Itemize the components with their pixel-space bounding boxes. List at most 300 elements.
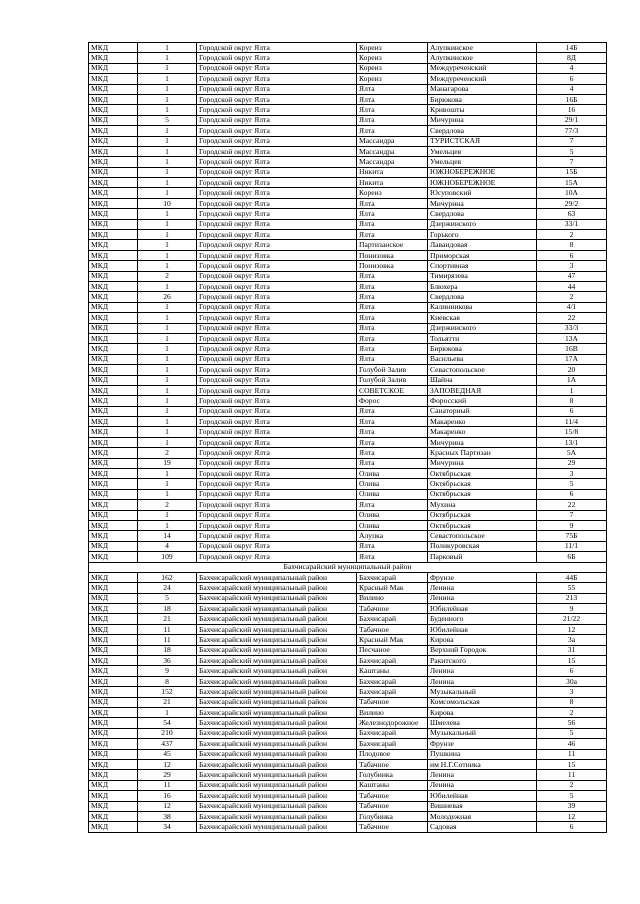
count-cell: 1 (138, 510, 197, 520)
district-cell: Городской округ Ялта (197, 375, 357, 385)
house-number-cell: 12 (537, 811, 607, 821)
table-row (89, 614, 607, 624)
object-type-cell: МКД (89, 126, 138, 136)
count-cell: 1 (138, 323, 197, 333)
locality-cell: Ялта (357, 94, 428, 104)
object-type-cell: МКД (89, 219, 138, 229)
locality-cell: Кореиз (357, 74, 428, 84)
locality-cell: Форос (357, 396, 428, 406)
district-cell: Бахчисарайский муниципальный район (197, 687, 357, 697)
object-type-cell: МКД (89, 94, 138, 104)
object-type-cell: МКД (89, 53, 138, 63)
object-type-cell: МКД (89, 645, 138, 655)
street-cell: Форосский (428, 396, 537, 406)
street-cell: Киевская (428, 313, 537, 323)
object-type-cell: МКД (89, 136, 138, 146)
locality-cell: Массандра (357, 136, 428, 146)
locality-cell: Ялта (357, 552, 428, 562)
house-number-cell: 33/3 (537, 323, 607, 333)
house-number-cell: 15А (537, 178, 607, 188)
object-type-cell: МКД (89, 115, 138, 125)
locality-cell: Ялта (357, 406, 428, 416)
street-cell: Севастопольское (428, 365, 537, 375)
locality-cell: Кореиз (357, 63, 428, 73)
house-number-cell: 2 (537, 708, 607, 718)
object-type-cell: МКД (89, 676, 138, 686)
count-cell: 29 (138, 770, 197, 780)
district-cell: Бахчисарайский муниципальный район (197, 811, 357, 821)
count-cell: 1 (138, 63, 197, 73)
district-cell: Бахчисарайский муниципальный район (197, 604, 357, 614)
street-cell: Октябрьская (428, 479, 537, 489)
count-cell: 1 (138, 344, 197, 354)
locality-cell: Табачное (357, 624, 428, 634)
house-number-cell: 47 (537, 271, 607, 281)
district-cell: Городской округ Ялта (197, 136, 357, 146)
house-number-cell: 2 (537, 780, 607, 790)
district-cell: Бахчисарайский муниципальный район (197, 624, 357, 634)
house-number-cell: 29 (537, 458, 607, 468)
locality-cell: Табачное (357, 759, 428, 769)
section-title: Бахчисарайский муниципальный район (89, 562, 607, 572)
registry-table (88, 42, 607, 833)
house-number-cell: 6 (537, 250, 607, 260)
street-cell: ЗАПОВЕДНАЯ (428, 385, 537, 395)
district-cell: Городской округ Ялта (197, 385, 357, 395)
house-number-cell: 4 (537, 84, 607, 94)
house-number-cell: 30а (537, 676, 607, 686)
house-number-cell: 16В (537, 344, 607, 354)
street-cell: Мухина (428, 500, 537, 510)
district-cell: Городской округ Ялта (197, 157, 357, 167)
district-cell: Бахчисарайский муниципальный район (197, 708, 357, 718)
count-cell: 34 (138, 822, 197, 832)
street-cell: Парковый (428, 552, 537, 562)
table-row (89, 739, 607, 749)
house-number-cell: 77/3 (537, 126, 607, 136)
street-cell: Алупкинское (428, 43, 537, 53)
district-cell: Городской округ Ялта (197, 261, 357, 271)
locality-cell: Каштаны (357, 780, 428, 790)
table-row (89, 822, 607, 832)
locality-cell: Бахчисарай (357, 614, 428, 624)
table-row (89, 749, 607, 759)
table-row (89, 552, 607, 562)
locality-cell: Ялта (357, 209, 428, 219)
count-cell: 1 (138, 188, 197, 198)
locality-cell: Массандра (357, 146, 428, 156)
count-cell: 162 (138, 572, 197, 582)
object-type-cell: МКД (89, 333, 138, 343)
count-cell: 1 (138, 84, 197, 94)
table-row (89, 479, 607, 489)
count-cell: 12 (138, 801, 197, 811)
street-cell: Тимирязева (428, 271, 537, 281)
table-row (89, 666, 607, 676)
table-row (89, 645, 607, 655)
locality-cell: Бахчисарай (357, 687, 428, 697)
object-type-cell: МКД (89, 406, 138, 416)
table-row (89, 167, 607, 177)
count-cell: 19 (138, 458, 197, 468)
house-number-cell: 44Б (537, 572, 607, 582)
street-cell: Макаренко (428, 427, 537, 437)
district-cell: Городской округ Ялта (197, 209, 357, 219)
locality-cell: Ялта (357, 541, 428, 551)
street-cell: ЮЖНОБЕРЕЖНОЕ (428, 167, 537, 177)
street-cell: Умельцев (428, 146, 537, 156)
house-number-cell: 5А (537, 448, 607, 458)
house-number-cell: 8 (537, 396, 607, 406)
street-cell: Красных Партизан (428, 448, 537, 458)
district-cell: Городской округ Ялта (197, 510, 357, 520)
table-row (89, 302, 607, 312)
house-number-cell: 63 (537, 209, 607, 219)
street-cell: Октябрьская (428, 520, 537, 530)
count-cell: 9 (138, 666, 197, 676)
house-number-cell: 16Б (537, 94, 607, 104)
object-type-cell: МКД (89, 230, 138, 240)
table-row (89, 572, 607, 582)
street-cell: Музыкальный (428, 728, 537, 738)
table-row (89, 178, 607, 188)
house-number-cell: 75Б (537, 531, 607, 541)
table-row (89, 115, 607, 125)
object-type-cell: МКД (89, 718, 138, 728)
count-cell: 2 (138, 271, 197, 281)
count-cell: 21 (138, 614, 197, 624)
table-row (89, 718, 607, 728)
house-number-cell: 29/2 (537, 198, 607, 208)
table-row (89, 604, 607, 614)
table-row (89, 801, 607, 811)
count-cell: 14 (138, 531, 197, 541)
street-cell: Бирюкова (428, 344, 537, 354)
house-number-cell: 4/1 (537, 302, 607, 312)
locality-cell: Никита (357, 167, 428, 177)
object-type-cell: МКД (89, 479, 138, 489)
district-cell: Городской округ Ялта (197, 354, 357, 364)
count-cell: 1 (138, 178, 197, 188)
locality-cell: Ялта (357, 105, 428, 115)
object-type-cell: МКД (89, 84, 138, 94)
count-cell: 45 (138, 749, 197, 759)
table-row (89, 676, 607, 686)
house-number-cell: 56 (537, 718, 607, 728)
count-cell: 1 (138, 53, 197, 63)
district-cell: Бахчисарайский муниципальный район (197, 780, 357, 790)
table-row (89, 292, 607, 302)
house-number-cell: 55 (537, 583, 607, 593)
object-type-cell: МКД (89, 500, 138, 510)
count-cell: 1 (138, 333, 197, 343)
table-row (89, 146, 607, 156)
locality-cell: Табачное (357, 791, 428, 801)
house-number-cell: 15 (537, 759, 607, 769)
house-number-cell: 1А (537, 375, 607, 385)
street-cell: Шайна (428, 375, 537, 385)
house-number-cell: 9 (537, 520, 607, 530)
locality-cell: Кореиз (357, 53, 428, 63)
locality-cell: Ялта (357, 458, 428, 468)
locality-cell: Ялта (357, 84, 428, 94)
house-number-cell: 3 (537, 261, 607, 271)
district-cell: Бахчисарайский муниципальный район (197, 656, 357, 666)
district-cell: Бахчисарайский муниципальный район (197, 676, 357, 686)
table-row (89, 281, 607, 291)
locality-cell: Красный Мак (357, 635, 428, 645)
house-number-cell: 15 (537, 656, 607, 666)
street-cell: Санаторный (428, 406, 537, 416)
count-cell: 1 (138, 406, 197, 416)
house-number-cell: 6 (537, 666, 607, 676)
street-cell: Комсомольская (428, 697, 537, 707)
object-type-cell: МКД (89, 157, 138, 167)
table-row (89, 365, 607, 375)
district-cell: Городской округ Ялта (197, 417, 357, 427)
object-type-cell: МКД (89, 614, 138, 624)
house-number-cell: 21/22 (537, 614, 607, 624)
street-cell: им Н.Г.Сотника (428, 759, 537, 769)
district-cell: Городской округ Ялта (197, 469, 357, 479)
count-cell: 1 (138, 250, 197, 260)
house-number-cell: 7 (537, 510, 607, 520)
object-type-cell: МКД (89, 572, 138, 582)
district-cell: Городской округ Ялта (197, 63, 357, 73)
street-cell: Севастопольское (428, 531, 537, 541)
table-row (89, 157, 607, 167)
locality-cell: Бахчисарай (357, 656, 428, 666)
object-type-cell: МКД (89, 271, 138, 281)
count-cell: 1 (138, 385, 197, 395)
object-type-cell: МКД (89, 583, 138, 593)
locality-cell: Олива (357, 510, 428, 520)
house-number-cell: 6 (537, 74, 607, 84)
table-row (89, 708, 607, 718)
house-number-cell: 16 (537, 105, 607, 115)
house-number-cell: 20 (537, 365, 607, 375)
district-cell: Городской округ Ялта (197, 74, 357, 84)
count-cell: 21 (138, 697, 197, 707)
locality-cell: Вилино (357, 708, 428, 718)
table-row (89, 209, 607, 219)
street-cell: Тольятти (428, 333, 537, 343)
district-cell: Городской округ Ялта (197, 500, 357, 510)
street-cell: Мичурина (428, 437, 537, 447)
locality-cell: Бахчисарай (357, 572, 428, 582)
count-cell: 11 (138, 624, 197, 634)
house-number-cell: 2 (537, 230, 607, 240)
table-row (89, 811, 607, 821)
house-number-cell: 8Д (537, 53, 607, 63)
street-cell: Шмелева (428, 718, 537, 728)
street-cell: Юбилейная (428, 624, 537, 634)
house-number-cell: 2 (537, 292, 607, 302)
locality-cell: Ялта (357, 115, 428, 125)
count-cell: 4 (138, 541, 197, 551)
table-row (89, 427, 607, 437)
house-number-cell: 6 (537, 406, 607, 416)
house-number-cell: 46 (537, 739, 607, 749)
object-type-cell: МКД (89, 437, 138, 447)
locality-cell: Олива (357, 469, 428, 479)
count-cell: 5 (138, 115, 197, 125)
object-type-cell: МКД (89, 105, 138, 115)
table-row (89, 791, 607, 801)
locality-cell: Железнодорожное (357, 718, 428, 728)
object-type-cell: МКД (89, 822, 138, 832)
locality-cell: Понизовка (357, 250, 428, 260)
district-cell: Городской округ Ялта (197, 94, 357, 104)
locality-cell: Ялта (357, 198, 428, 208)
locality-cell: Ялта (357, 354, 428, 364)
street-cell: Буденного (428, 614, 537, 624)
count-cell: 1 (138, 489, 197, 499)
district-cell: Городской округ Ялта (197, 188, 357, 198)
locality-cell: Ялта (357, 281, 428, 291)
object-type-cell: МКД (89, 385, 138, 395)
house-number-cell: 7 (537, 157, 607, 167)
table-row (89, 136, 607, 146)
table-row (89, 94, 607, 104)
district-cell: Городской округ Ялта (197, 126, 357, 136)
district-cell: Городской округ Ялта (197, 323, 357, 333)
count-cell: 1 (138, 74, 197, 84)
house-number-cell: 14Б (537, 43, 607, 53)
district-cell: Городской округ Ялта (197, 479, 357, 489)
object-type-cell: МКД (89, 354, 138, 364)
locality-cell: Бахчисарай (357, 728, 428, 738)
district-cell: Городской округ Ялта (197, 198, 357, 208)
house-number-cell: 3 (537, 469, 607, 479)
street-cell: Дзержинского (428, 219, 537, 229)
street-cell: Садовая (428, 822, 537, 832)
object-type-cell: МКД (89, 469, 138, 479)
house-number-cell: 3а (537, 635, 607, 645)
locality-cell: Ялта (357, 333, 428, 343)
table-row (89, 271, 607, 281)
count-cell: 11 (138, 635, 197, 645)
district-cell: Городской округ Ялта (197, 219, 357, 229)
object-type-cell: МКД (89, 624, 138, 634)
house-number-cell: 10А (537, 188, 607, 198)
street-cell: Фрунзе (428, 739, 537, 749)
count-cell: 26 (138, 292, 197, 302)
house-number-cell: 15/8 (537, 427, 607, 437)
object-type-cell: МКД (89, 427, 138, 437)
locality-cell: Ялта (357, 292, 428, 302)
table-row (89, 687, 607, 697)
table-row (89, 198, 607, 208)
count-cell: 1 (138, 230, 197, 240)
street-cell: Свердлова (428, 292, 537, 302)
street-cell: Ленина (428, 583, 537, 593)
street-cell: Октябрьская (428, 469, 537, 479)
table-row (89, 344, 607, 354)
street-cell: Приморская (428, 250, 537, 260)
count-cell: 109 (138, 552, 197, 562)
object-type-cell: МКД (89, 43, 138, 53)
street-cell: Юсуповский (428, 188, 537, 198)
district-cell: Городской округ Ялта (197, 240, 357, 250)
object-type-cell: МКД (89, 759, 138, 769)
object-type-cell: МКД (89, 250, 138, 260)
object-type-cell: МКД (89, 666, 138, 676)
locality-cell: Кореиз (357, 188, 428, 198)
table-row (89, 406, 607, 416)
table-row (89, 656, 607, 666)
count-cell: 18 (138, 645, 197, 655)
locality-cell: Голубой Залив (357, 365, 428, 375)
object-type-cell: МКД (89, 458, 138, 468)
house-number-cell: 15Б (537, 167, 607, 177)
object-type-cell: МКД (89, 593, 138, 603)
table-row (89, 510, 607, 520)
object-type-cell: МКД (89, 791, 138, 801)
count-cell: 24 (138, 583, 197, 593)
street-cell: Вишневая (428, 801, 537, 811)
district-cell: Бахчисарайский муниципальный район (197, 666, 357, 676)
count-cell: 12 (138, 759, 197, 769)
table-row (89, 240, 607, 250)
locality-cell: Олива (357, 489, 428, 499)
street-cell: Калинникова (428, 302, 537, 312)
table-row (89, 250, 607, 260)
street-cell: Ленина (428, 780, 537, 790)
street-cell: Спортивная (428, 261, 537, 271)
object-type-cell: МКД (89, 146, 138, 156)
locality-cell: Голубой Залив (357, 375, 428, 385)
house-number-cell: 7 (537, 136, 607, 146)
street-cell: Макаренко (428, 417, 537, 427)
count-cell: 1 (138, 313, 197, 323)
table-row (89, 105, 607, 115)
object-type-cell: МКД (89, 604, 138, 614)
count-cell: 1 (138, 417, 197, 427)
district-cell: Городской округ Ялта (197, 333, 357, 343)
house-number-cell: 5 (537, 791, 607, 801)
district-cell: Городской округ Ялта (197, 302, 357, 312)
table-row (89, 437, 607, 447)
house-number-cell: 5 (537, 146, 607, 156)
count-cell: 1 (138, 281, 197, 291)
count-cell: 10 (138, 198, 197, 208)
district-cell: Городской округ Ялта (197, 427, 357, 437)
table-row (89, 126, 607, 136)
count-cell: 11 (138, 780, 197, 790)
count-cell: 437 (138, 739, 197, 749)
street-cell: Манагарова (428, 84, 537, 94)
street-cell: Кривошты (428, 105, 537, 115)
street-cell: Мичурина (428, 115, 537, 125)
street-cell: Ракитского (428, 656, 537, 666)
locality-cell: Олива (357, 479, 428, 489)
house-number-cell: 213 (537, 593, 607, 603)
object-type-cell: МКД (89, 365, 138, 375)
table-row (89, 541, 607, 551)
table-row (89, 489, 607, 499)
object-type-cell: МКД (89, 292, 138, 302)
count-cell: 1 (138, 302, 197, 312)
count-cell: 1 (138, 209, 197, 219)
district-cell: Городской округ Ялта (197, 365, 357, 375)
count-cell: 1 (138, 240, 197, 250)
house-number-cell: 6 (537, 489, 607, 499)
district-cell: Городской округ Ялта (197, 271, 357, 281)
locality-cell: Ялта (357, 302, 428, 312)
count-cell: 36 (138, 656, 197, 666)
locality-cell: Ялта (357, 126, 428, 136)
